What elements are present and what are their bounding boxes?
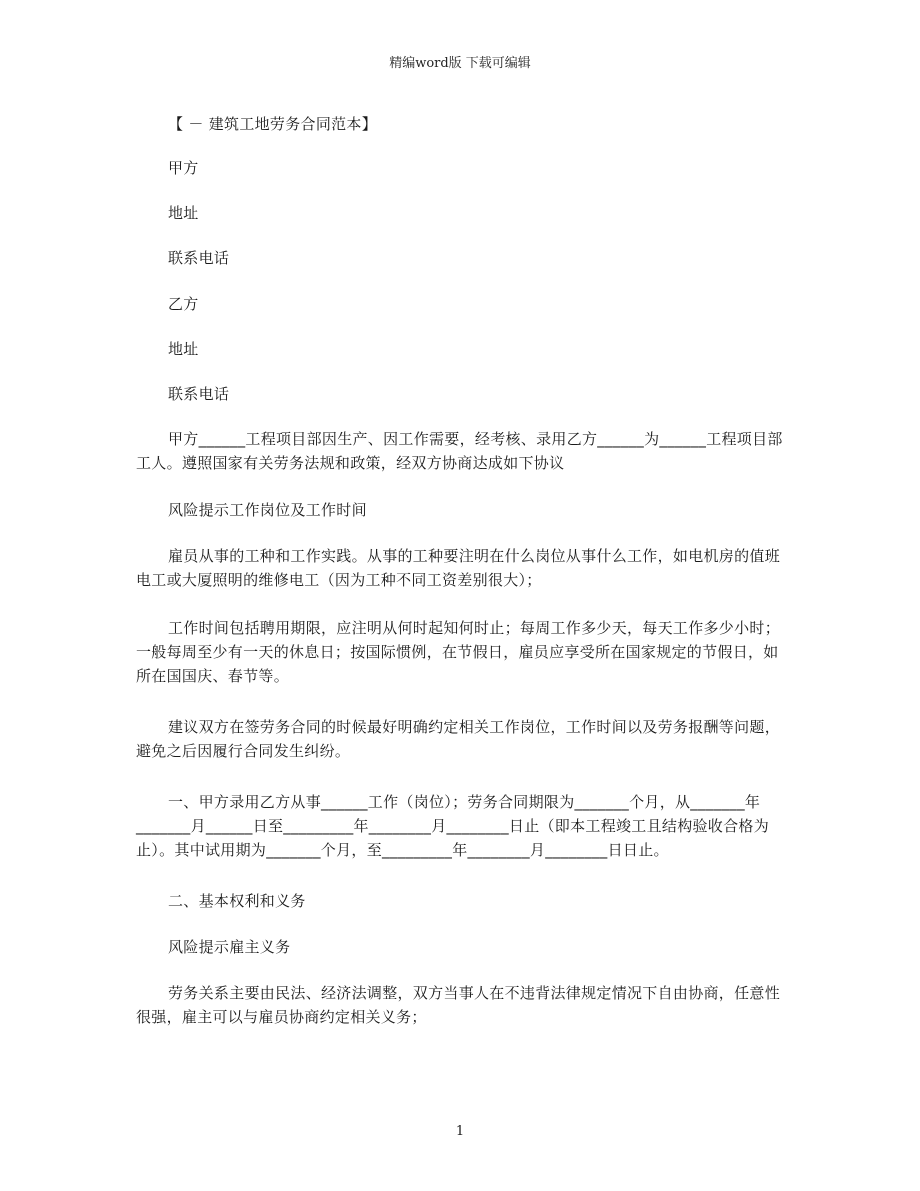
job-paragraph: 雇员从事的工种和工作实践。从事的工种要注明在什么岗位从事什么工作，如电机房的值班电工或大厦照明的维修电工（因为工种不同工资差别很大）； <box>136 547 781 589</box>
employer-paragraph: 劳务关系主要由民法、经济法调整，双方当事人在不违背法律规定情况下自由协商，任意性很强，雇主可以与雇员协商约定相关义务； <box>136 984 781 1026</box>
party-b-phone-label: 联系电话 <box>168 385 230 403</box>
party-a-label: 甲方 <box>168 159 199 177</box>
party-b-label: 乙方 <box>168 295 199 313</box>
party-b-address-label: 地址 <box>168 340 199 358</box>
work-time-paragraph: 工作时间包括聘用期限，应注明从何时起知何时止；每周工作多少天，每天工作多少小时；一般每周至少有一天的休息日；按国际惯例，在节假日，雇员应享受所在国家规定的节假日，如所在国国庆、春节等。 <box>136 619 781 685</box>
party-a-phone-label: 联系电话 <box>168 249 230 267</box>
advice-paragraph: 建议双方在签劳务合同的时候最好明确约定相关工作岗位，工作时间以及劳务报酬等问题，避免之后因履行合同发生纠纷。 <box>136 718 781 760</box>
intro-paragraph: 甲方______工程项目部因生产、因工作需要，经考核、录用乙方______为______工程项目部工人。遵照国家有关劳务法规和政策，经双方协商达成如下协议 <box>136 430 783 472</box>
party-a-address-label: 地址 <box>168 204 199 222</box>
risk-heading-job: 风险提示工作岗位及工作时间 <box>168 501 367 519</box>
document-title: 【 － 建筑工地劳务合同范本】 <box>168 115 378 133</box>
page-number: 1 <box>455 1124 465 1139</box>
page-header: 精编word版 下载可编辑 <box>389 56 531 71</box>
section-two-heading: 二、基本权利和义务 <box>168 892 306 910</box>
clause-one-paragraph: 一、甲方录用乙方从事______工作（岗位）；劳务合同期限为_______个月，从_______年_______月______日至_________年________月________日止（即本工程竣工且结构验收合格为止）。其中试用期为_______个月，至_________年________月________日日止。 <box>136 793 770 859</box>
risk-heading-employer: 风险提示雇主义务 <box>168 938 291 956</box>
